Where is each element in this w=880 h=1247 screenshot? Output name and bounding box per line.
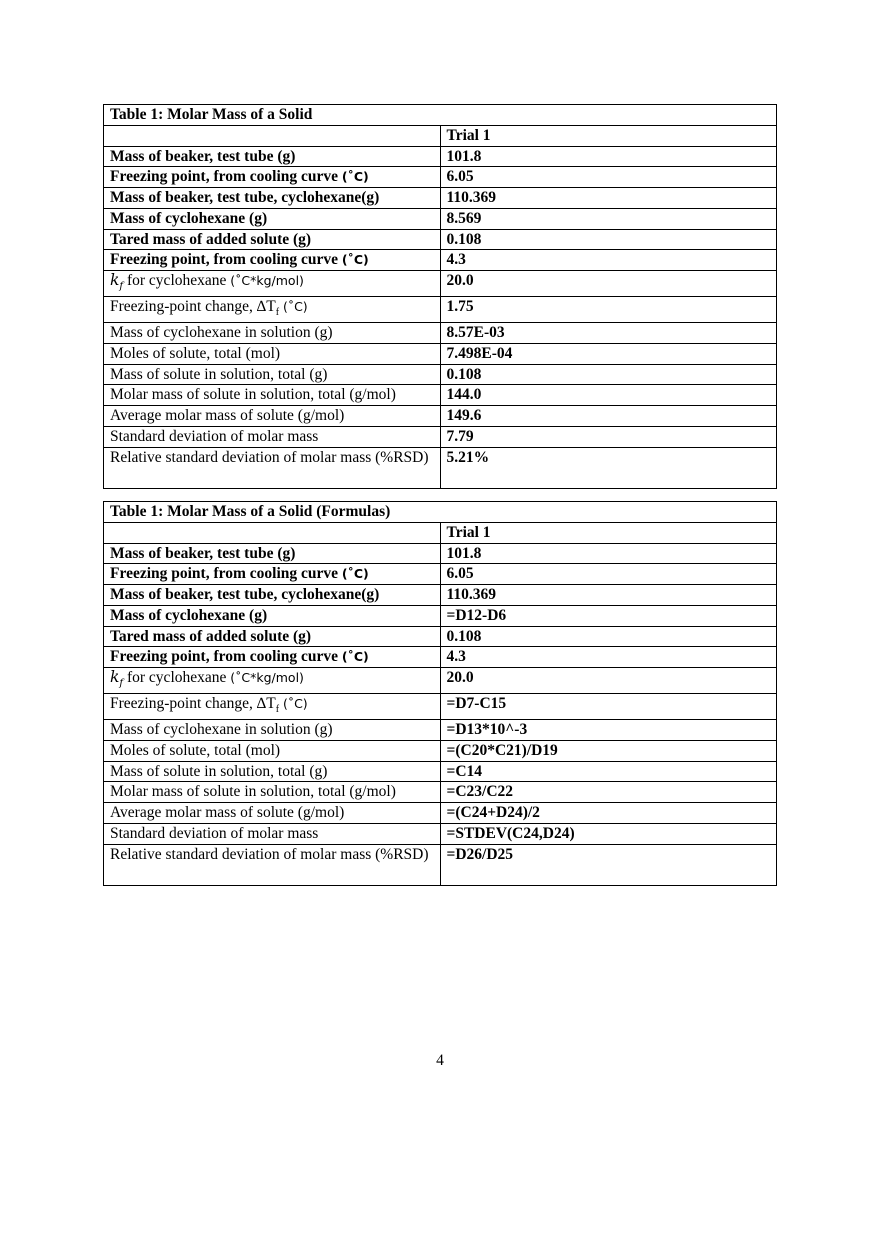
molar-mass-table (103, 104, 777, 489)
table-row: Moles of solute, total (mol) 7.498E-04 (104, 343, 777, 364)
table-row: Freezing-point change, $\Delta T_f$ (˚C) =D7-C15 (104, 694, 777, 720)
table-row: Tared mass of added solute (g) 0.108 (104, 626, 777, 647)
table-row: Mass of cyclohexane in solution (g) =D13*10^-3 (104, 720, 777, 741)
table-row: Mass of solute in solution, total (g) 0.108 (104, 364, 777, 385)
table-row: Standard deviation of molar mass 7.79 (104, 426, 777, 447)
table-row: Molar mass of solute in solution, total (g/mol) =C23/C22 (104, 782, 777, 803)
table-row: Molar mass of solute in solution, total (g/mol) 144.0 (104, 385, 777, 406)
table-row: Freezing point, from cooling curve (˚C) 4.3 (104, 250, 777, 271)
table-row: Freezing-point change, $\Delta T_f$ (˚C) 1.75 (104, 297, 777, 323)
molar-mass-formulas-table (103, 501, 777, 886)
column-header: Trial 1 (440, 125, 777, 146)
table-row: $k_f$ for cyclohexane (˚C*kg/mol) 20.0 (104, 668, 777, 694)
table-row: Mass of cyclohexane (g) 8.569 (104, 208, 777, 229)
table-row: Relative standard deviation of molar mass (%RSD) =D26/D25 (104, 844, 777, 885)
table-title: Table 1: Molar Mass of a Solid (104, 105, 777, 126)
table-row: Mass of beaker, test tube, cyclohexane(g) 110.369 (104, 585, 777, 606)
kf-symbol: $k_f$ (110, 668, 124, 690)
table-row: Freezing point, from cooling curve (˚C) 6.05 (104, 167, 777, 188)
table-row: Mass of solute in solution, total (g) =C14 (104, 761, 777, 782)
table-row: Mass of cyclohexane in solution (g) 8.57E-03 (104, 323, 777, 344)
table-title: Table 1: Molar Mass of a Solid (Formulas) (104, 502, 777, 523)
page-number: 4 (436, 1052, 444, 1069)
kf-symbol: $k_f$ (110, 271, 124, 293)
table-row: Standard deviation of molar mass =STDEV(C24,D24) (104, 823, 777, 844)
table-row: Mass of beaker, test tube (g) 101.8 (104, 146, 777, 167)
table-row: Freezing point, from cooling curve (˚C) 4.3 (104, 647, 777, 668)
table-row: Mass of cyclohexane (g) =D12-D6 (104, 605, 777, 626)
table-row: Moles of solute, total (mol) =(C20*C21)/D19 (104, 740, 777, 761)
column-header: Trial 1 (440, 522, 777, 543)
table-row: Mass of beaker, test tube (g) 101.8 (104, 543, 777, 564)
table-row: Freezing point, from cooling curve (˚C) 6.05 (104, 564, 777, 585)
table-row: Average molar mass of solute (g/mol) 149.6 (104, 406, 777, 427)
table-row: $k_f$ for cyclohexane (˚C*kg/mol) 20.0 (104, 271, 777, 297)
table-row: Tared mass of added solute (g) 0.108 (104, 229, 777, 250)
table-row: Mass of beaker, test tube, cyclohexane(g) 110.369 (104, 188, 777, 209)
table-row: Relative standard deviation of molar mass (%RSD) 5.21% (104, 447, 777, 488)
table-row: Average molar mass of solute (g/mol) =(C24+D24)/2 (104, 803, 777, 824)
